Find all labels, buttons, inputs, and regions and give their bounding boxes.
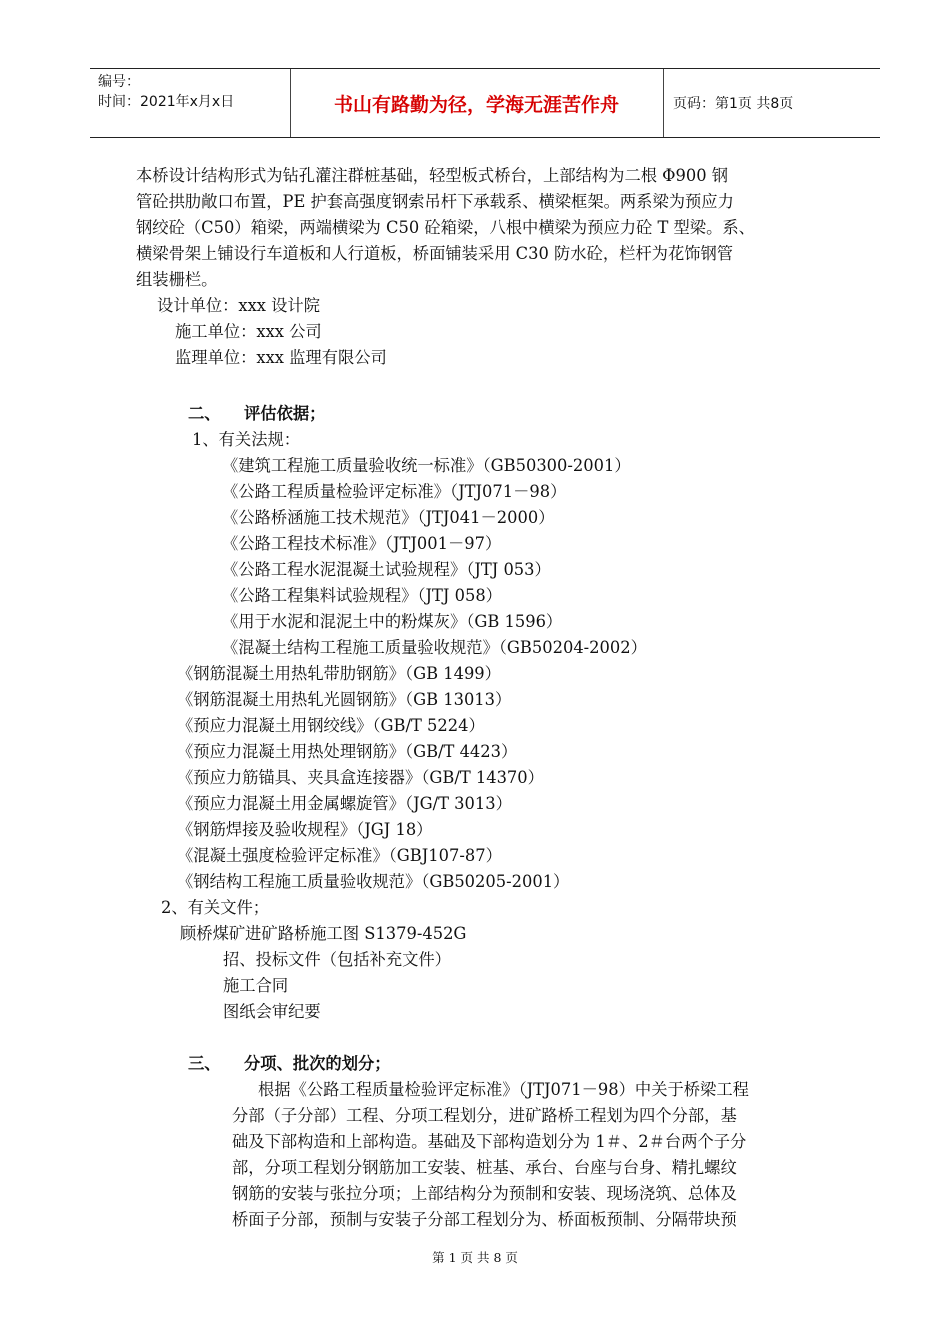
construction-unit: 施工单位：xxx 公司 <box>175 322 322 341</box>
regulation-item: 《钢筋混凝土用热轧光圆钢筋》（GB 13013） <box>177 690 512 709</box>
subsection-regulations: 1、有关法规： <box>192 430 301 449</box>
subsection-documents: 2、有关文件； <box>161 898 270 917</box>
document-item: 招、投标文件（包括补充文件） <box>223 950 451 969</box>
regulation-item: 《公路工程技术标准》（JTJ001－97） <box>222 534 502 553</box>
regulation-item: 《预应力筋锚具、夹具盒连接器》（GB/T 14370） <box>177 768 544 787</box>
regulation-item: 《预应力混凝土用热处理钢筋》（GB/T 4423） <box>177 742 518 761</box>
intro-line: 组装栅栏。 <box>136 270 218 289</box>
document-item: 顾桥煤矿进矿路桥施工图 S1379-452G <box>180 924 467 943</box>
section3-line: 根据《公路工程质量检验评定标准》（JTJ071－98）中关于桥梁工程 <box>258 1080 749 1099</box>
intro-line: 钢绞砼（C50）箱梁，两端横梁为 C50 砼箱梁，八根中横梁为预应力砼 T 型梁。系、 <box>136 218 755 237</box>
section3-line: 钢筋的安装与张拉分项；上部结构分为预制和安装、现场浇筑、总体及 <box>232 1184 737 1203</box>
intro-line: 管砼拱肋敞口布置，PE 护套高强度钢索吊杆下承载系、横梁框架。两系梁为预应力 <box>136 192 734 211</box>
section2-title: 评估依据； <box>244 404 326 423</box>
page-label: 页码：第1页 共8页 <box>673 96 794 112</box>
header-divider <box>663 69 664 137</box>
page-footer: 第 1 页 共 8 页 <box>432 1250 518 1265</box>
design-unit: 设计单位：xxx 设计院 <box>157 296 320 315</box>
section3-line: 部，分项工程划分钢筋加工安装、桩基、承台、台座与台身、精扎螺纹 <box>232 1158 737 1177</box>
regulation-item: 《预应力混凝土用钢绞线》（GB/T 5224） <box>177 716 485 735</box>
section3-line: 桥面子分部，预制与安装子分部工程划分为、桥面板预制、分隔带块预 <box>232 1210 737 1229</box>
section3-line: 础及下部构造和上部构造。基础及下部构造划分为 1＃、2＃台两个子分 <box>232 1132 747 1151</box>
regulation-item: 《公路工程质量检验评定标准》（JTJ071－98） <box>222 482 567 501</box>
regulation-item: 《钢筋焊接及验收规程》（JGJ 18） <box>177 820 433 839</box>
regulation-item: 《钢结构工程施工质量验收规范》（GB50205-2001） <box>177 872 570 891</box>
regulation-item: 《混凝土强度检验评定标准》（GBJ107-87） <box>177 846 502 865</box>
page-header <box>90 68 880 138</box>
section3-title: 分项、批次的划分； <box>244 1054 391 1073</box>
document-item: 图纸会审纪要 <box>223 1002 321 1021</box>
document-item: 施工合同 <box>223 976 289 995</box>
header-motto: 书山有路勤为径，学海无涯苦作舟 <box>333 93 619 116</box>
regulation-item: 《预应力混凝土用金属螺旋管》（JG/T 3013） <box>177 794 512 813</box>
intro-line: 本桥设计结构形式为钻孔灌注群桩基础，轻型板式桥台，上部结构为二根 Φ900 钢 <box>136 166 729 185</box>
supervision-unit: 监理单位：xxx 监理有限公司 <box>175 348 387 367</box>
section3-line: 分部（子分部）工程、分项工程划分，进矿路桥工程划为四个分部，基 <box>232 1106 737 1125</box>
section3-number: 三、 <box>188 1054 221 1073</box>
regulation-item: 《建筑工程施工质量验收统一标准》（GB50300-2001） <box>222 456 631 475</box>
regulation-item: 《公路工程水泥混凝土试验规程》（JTJ 053） <box>222 560 551 579</box>
header-meta <box>98 72 234 112</box>
number-label: 编号： <box>98 74 140 90</box>
regulation-item: 《用于水泥和混泥土中的粉煤灰》（GB 1596） <box>222 612 563 631</box>
regulation-item: 《公路工程集料试验规程》（JTJ 058） <box>222 586 502 605</box>
intro-line: 横梁骨架上铺设行车道板和人行道板，桥面铺装采用 C30 防水砼，栏杆为花饰钢管 <box>136 244 734 263</box>
regulation-item: 《混凝土结构工程施工质量验收规范》（GB50204-2002） <box>222 638 647 657</box>
date-label: 时间：2021年x月x日 <box>98 94 235 110</box>
section2-number: 二、 <box>188 404 221 423</box>
regulation-item: 《钢筋混凝土用热轧带肋钢筋》（GB 1499） <box>177 664 501 683</box>
regulation-item: 《公路桥涵施工技术规范》（JTJ041－2000） <box>222 508 555 527</box>
